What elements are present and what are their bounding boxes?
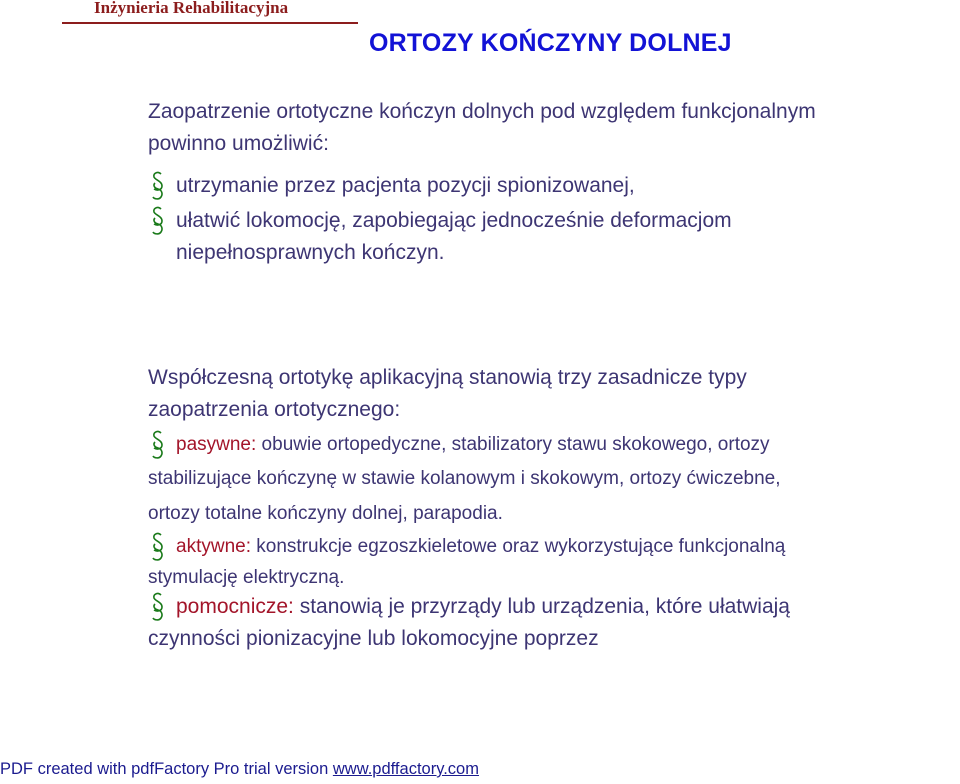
type-first-line [176, 428, 770, 462]
document-header-title: Inżynieria Rehabilitacyjna [94, 0, 289, 17]
type-description: stanowią je przyrządy lub urządzenia, które ułatwiają [293, 595, 790, 618]
types-intro-paragraph [148, 362, 747, 426]
section-sign-icon [150, 429, 166, 461]
intro-line-1: Zaopatrzenie ortotyczne kończyn dolnych pod względem funkcjonalnym [148, 100, 816, 123]
type-label: aktywne: [176, 536, 251, 557]
slide-title: ORTOZY KOŃCZYNY DOLNEJ [369, 29, 732, 57]
goal-text: utrzymanie przez pacjenta pozycji spionizowanej, [176, 174, 635, 197]
header-divider [62, 22, 358, 24]
goal-text: ułatwić lokomocję, zapobiegając jednocześnie deformacjom [176, 209, 732, 232]
goal-text-continuation: niepełnosprawnych kończyn. [176, 241, 445, 264]
section-sign-icon [150, 170, 166, 202]
type-description-cont: czynności pionizacyjne lub lokomocyjne poprzez [148, 627, 599, 650]
type-description-cont: stymulację elektryczną. [148, 567, 345, 588]
footer-text: PDF created with pdfFactory Pro trial version [0, 760, 333, 778]
type-label: pomocnicze: [176, 595, 294, 618]
section-sign-icon [150, 205, 166, 237]
pdf-footer [0, 760, 479, 779]
footer-link[interactable]: www.pdffactory.com [332, 760, 479, 778]
section-sign-icon [150, 591, 166, 623]
type-description-cont: ortozy totalne kończyny dolnej, parapodia. [148, 502, 503, 524]
type-first-line [176, 530, 785, 564]
types-intro-line-1: Współczesną ortotykę aplikacyjną stanowią trzy zasadnicze typy [148, 366, 747, 389]
type-description-cont: stabilizujące kończynę w stawie kolanowym i skokowym, ortozy ćwiczebne, [148, 468, 781, 490]
intro-line-2: powinno umożliwić: [148, 132, 329, 155]
type-first-line [176, 590, 790, 624]
type-label: pasywne: [176, 434, 257, 455]
section-sign-icon [150, 531, 166, 563]
type-description: obuwie ortopedyczne, stabilizatory stawu skokowego, ortozy [256, 434, 770, 455]
intro-paragraph [148, 96, 816, 160]
type-description: konstrukcje egzoszkieletowe oraz wykorzystujące funkcjonalną [250, 536, 786, 557]
types-intro-line-2: zaopatrzenia ortotycznego: [148, 398, 401, 421]
